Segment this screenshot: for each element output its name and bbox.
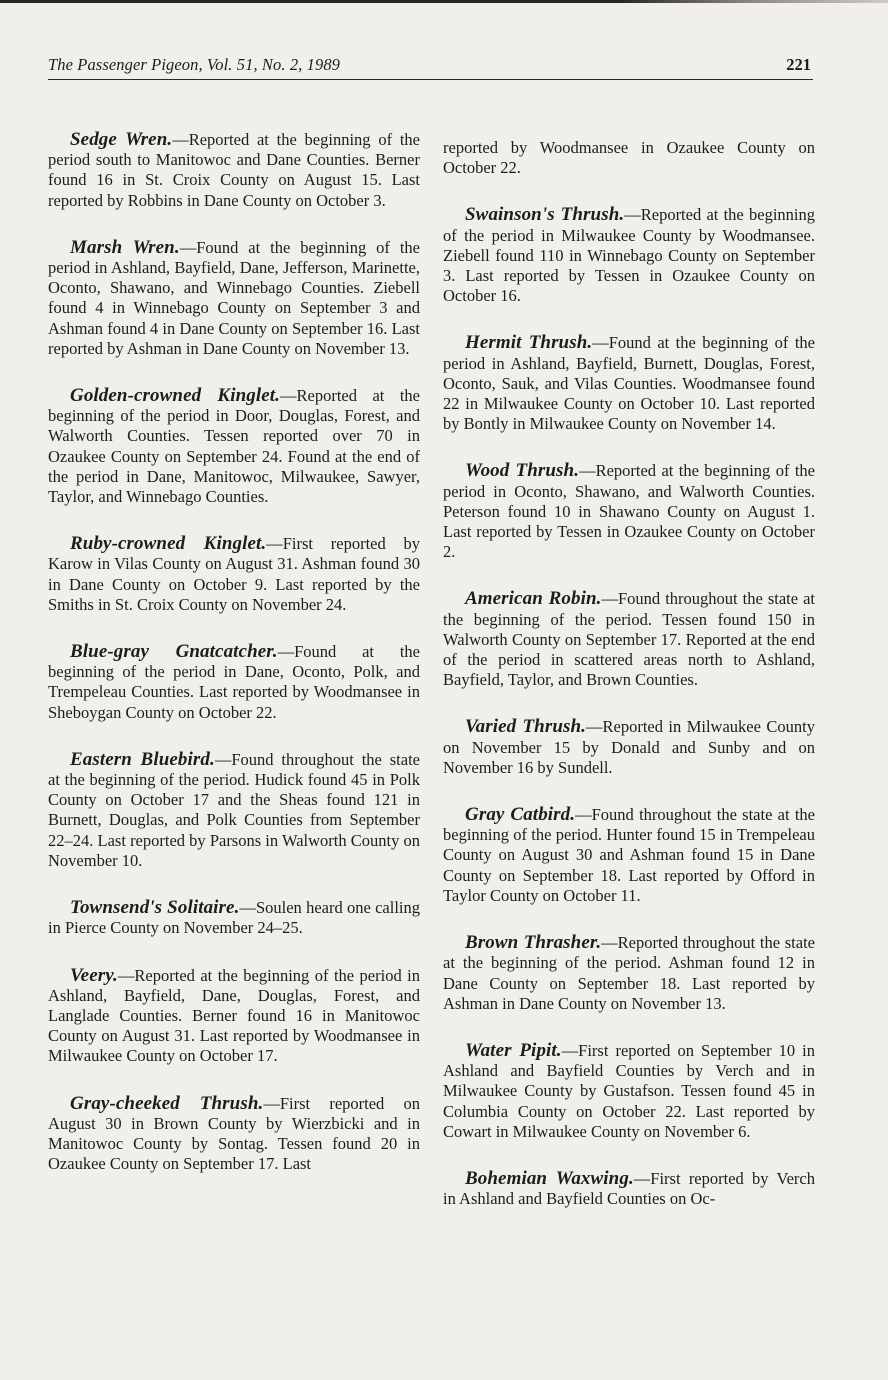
species-title: Marsh Wren. <box>70 236 180 258</box>
species-entry <box>48 534 420 615</box>
species-text: —Soulen heard one calling in Pierce County on November 24–25. <box>48 898 421 938</box>
species-entry <box>48 238 420 359</box>
right-column <box>443 130 815 1236</box>
species-text: —First reported by Karow in Vilas County on August 31. Ashman found 30 in Dane County on October 9. Last reported by the Smiths in St. Croix County on November 24. <box>48 534 421 614</box>
species-entry <box>48 642 420 723</box>
species-entry <box>443 333 815 434</box>
species-title: Brown Thrasher. <box>465 932 602 954</box>
species-text: —Reported at the beginning of the period in Milwaukee County by Woodmansee. Ziebell found 110 in Winnebago County on September 3. Last reported by Tessen in Ozaukee County on October 16. <box>443 205 815 306</box>
species-text: —Found throughout the state at the beginning of the period. Hunter found 15 in Trempeleau County on August 30 and Ashman found 15 in Dane County on September 18. Last reported by Offord in Taylor County on October 11. <box>443 805 815 905</box>
species-title: Water Pipit. <box>465 1039 562 1061</box>
species-title: Hermit Thrush. <box>465 332 593 354</box>
species-title: Veery. <box>70 964 118 986</box>
species-title: American Robin. <box>465 588 602 610</box>
journal-title: The Passenger Pigeon, Vol. 51, No. 2, 1989 <box>48 55 341 74</box>
species-text: —Reported at the beginning of the period south to Manitowoc and Dane Counties. Berner found 16 in St. Croix County on August 15. Last reported by Robbins in Dane County on October 3. <box>48 130 420 210</box>
species-title: Townsend's Solitaire. <box>70 897 240 919</box>
species-text: —Reported at the beginning of the period in Oconto, Shawano, and Walworth Counties. Peterson found 10 in Shawano County on August 1. Last reported by Tessen in Ozaukee County on October 2. <box>443 461 815 562</box>
species-title: Blue-gray Gnatcatcher. <box>70 641 278 663</box>
species-entry <box>48 1094 420 1175</box>
species-title: Golden-crowned Kinglet. <box>70 385 280 407</box>
page-top-rule <box>0 0 888 3</box>
species-text: —Reported in Milwaukee County on November 15 by Donald and Sunby and on November 16 by Sundell. <box>443 717 815 777</box>
species-entry <box>443 1169 815 1209</box>
species-title: Eastern Bluebird. <box>70 748 215 770</box>
species-text: —Reported at the beginning of the period in Door, Douglas, Forest, and Walworth Counties. Tessen reported over 70 in Ozaukee County on September 24. Found at the end of the period in Dane, Manitowoc, Milwaukee, Sawyer, Taylor, and Winnebago Counties. <box>48 386 421 507</box>
species-entry <box>443 461 815 562</box>
left-column <box>48 130 420 1201</box>
species-text: —Found at the beginning of the period in Dane, Oconto, Polk, and Trempeleau Counties. Last reported by Woodmansee in Sheboygan County on October 22. <box>48 642 420 722</box>
species-text: —Found throughout the state at the beginning of the period. Tessen found 150 in Walworth County on September 17. Reported at the end of the period in scattered areas north to Ashland, Bayfield, Taylor, and Brown Counties. <box>443 589 815 690</box>
species-title: Gray Catbird. <box>465 804 576 826</box>
species-entry <box>443 589 815 690</box>
species-title: Wood Thrush. <box>465 460 580 482</box>
species-title: Swainson's Thrush. <box>465 204 625 226</box>
species-entry <box>443 1041 815 1142</box>
running-head <box>48 55 813 80</box>
species-entry <box>48 966 420 1067</box>
species-text: —Reported at the beginning of the period in Ashland, Bayfield, Dane, Douglas, Forest, and Langlade Counties. Berner found 16 in Manitowoc County on August 31. Last reported by Woodmansee in Milwaukee County on October 17. <box>48 965 420 1066</box>
species-text: —Reported throughout the state at the beginning of the period. Ashman found 12 in Dane County on September 18. Last reported by Ashman in Dane County on November 13. <box>443 933 815 1013</box>
species-title: Ruby-crowned Kinglet. <box>70 533 267 555</box>
species-entry <box>48 130 420 211</box>
species-text: —First reported on September 10 in Ashland and Bayfield Counties by Verch and in Milwaukee County by Gustafson. Tessen found 45 in Columbia County on October 22. Last reported by Cowart in Milwaukee County on November 6. <box>443 1040 815 1141</box>
species-title: Gray-cheeked Thrush. <box>70 1092 264 1114</box>
species-entry <box>443 205 815 306</box>
species-entry <box>443 933 815 1014</box>
species-entry <box>48 750 420 871</box>
species-text: —First reported by Verch in Ashland and Bayfield Counties on Oc- <box>443 1168 815 1209</box>
continued-text: reported by Woodmansee in Ozaukee County on October 22. <box>443 138 815 178</box>
species-entry <box>443 717 815 778</box>
species-text: —Found at the beginning of the period in Ashland, Bayfield, Burnett, Douglas, Forest, Oconto, Sauk, and Vilas Counties. Woodmansee found 22 in Milwaukee County on October 10. Last reported by Bontly in Milwaukee County on November 14. <box>443 333 816 434</box>
species-title: Sedge Wren. <box>70 129 173 150</box>
species-entry <box>48 898 420 938</box>
species-entry <box>48 386 420 507</box>
species-text: —First reported on August 30 in Brown County by Wierzbicki and in Manitowoc County by Sontag. Tessen found 20 in Ozaukee County on September 17. Last <box>48 1093 420 1174</box>
species-text: —Found throughout the state at the beginning of the period. Hudick found 45 in Polk County on October 17 and the Sheas found 121 in Burnett, Douglas, and Polk Counties from September 22–24. Last reported by Parsons in Walworth County on November 10. <box>48 749 420 870</box>
species-title: Varied Thrush. <box>465 716 586 738</box>
page-number: 221 <box>786 55 811 74</box>
species-entry <box>443 805 815 906</box>
species-text: —Found at the beginning of the period in Ashland, Bayfield, Dane, Jefferson, Marinette, Oconto, Shawano, and Winnebago Counties. Ziebell found 4 in Winnebago County on September 3 and Ashman found 4 in Dane County on September 16. Last reported by Ashman in Dane County on November 13. <box>48 237 421 358</box>
species-title: Bohemian Waxwing. <box>465 1167 634 1189</box>
